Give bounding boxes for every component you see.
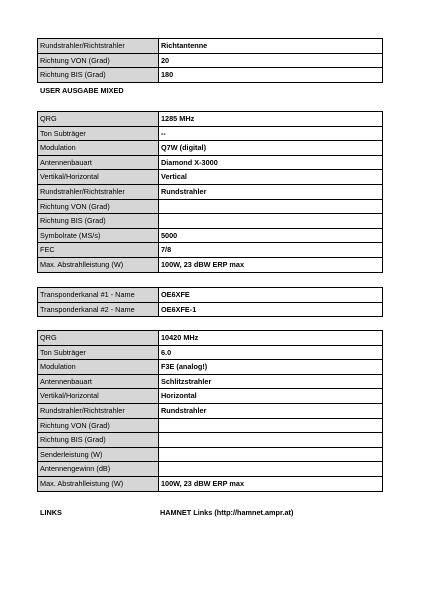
row-key: Antennengewinn (dB): [38, 462, 159, 477]
table-row: [38, 170, 383, 185]
row-key: Modulation: [38, 141, 159, 156]
table-row: [38, 374, 383, 389]
links-value: HAMNET Links (http://hamnet.ampr.at): [160, 508, 294, 517]
row-value: F3E (analog!): [159, 360, 383, 375]
row-key: Richtung VON (Grad): [38, 53, 159, 68]
row-key: Max. Abstrahlleistung (W): [38, 257, 159, 272]
table-qrg-1285: [37, 111, 383, 273]
table-row: [38, 302, 383, 317]
row-value: Richtantenne: [159, 39, 383, 54]
table-row: [38, 331, 383, 346]
row-value: [159, 462, 383, 477]
row-key: Richtung VON (Grad): [38, 199, 159, 214]
row-value: Rundstrahler: [159, 184, 383, 199]
table-antenna-direction: [37, 38, 383, 83]
row-value: [159, 433, 383, 448]
row-key: Richtung VON (Grad): [38, 418, 159, 433]
row-key: Modulation: [38, 360, 159, 375]
row-value: Horizontal: [159, 389, 383, 404]
row-value: 100W, 23 dBW ERP max: [159, 257, 383, 272]
row-key: Senderleistung (W): [38, 447, 159, 462]
table-row: [38, 462, 383, 477]
row-key: Ton Subträger: [38, 126, 159, 141]
row-key: Richtung BIS (Grad): [38, 68, 159, 83]
table-row: [38, 53, 383, 68]
row-key: Ton Subträger: [38, 345, 159, 360]
row-value: Vertical: [159, 170, 383, 185]
row-value: OE6XFE-1: [159, 302, 383, 317]
row-value: 100W, 23 dBW ERP max: [159, 476, 383, 491]
table-row: [38, 288, 383, 303]
table-qrg-10420: [37, 330, 383, 492]
row-key: QRG: [38, 112, 159, 127]
table-row: [38, 112, 383, 127]
table-row: [38, 199, 383, 214]
table-row: [38, 141, 383, 156]
row-key: Max. Abstrahlleistung (W): [38, 476, 159, 491]
table-transponder: [37, 287, 383, 317]
row-value: --: [159, 126, 383, 141]
row-value: 20: [159, 53, 383, 68]
table-row: [38, 228, 383, 243]
row-value: 1285 MHz: [159, 112, 383, 127]
row-key: Symbolrate (MS/s): [38, 228, 159, 243]
row-key: Vertikal/Horizontal: [38, 170, 159, 185]
row-key: Rundstrahler/Richtstrahler: [38, 184, 159, 199]
row-value: Schlitzstrahler: [159, 374, 383, 389]
table-row: [38, 433, 383, 448]
table-row: [38, 447, 383, 462]
table-row: [38, 257, 383, 272]
row-key: Antennenbauart: [38, 155, 159, 170]
row-value: Q7W (digital): [159, 141, 383, 156]
row-value: 6.0: [159, 345, 383, 360]
table-row: [38, 345, 383, 360]
table-row: [38, 126, 383, 141]
row-value: Rundstrahler: [159, 403, 383, 418]
row-key: Transponderkanal #1 - Name: [38, 288, 159, 303]
row-value: 180: [159, 68, 383, 83]
row-key: Rundstrahler/Richtstrahler: [38, 403, 159, 418]
table-row: [38, 360, 383, 375]
table-row: [38, 155, 383, 170]
table-row: [38, 389, 383, 404]
section-heading: USER AUSGABE MIXED: [40, 86, 124, 95]
row-key: Rundstrahler/Richtstrahler: [38, 39, 159, 54]
table-row: [38, 476, 383, 491]
table-row: [38, 214, 383, 229]
row-value: [159, 447, 383, 462]
row-key: Vertikal/Horizontal: [38, 389, 159, 404]
row-value: 5000: [159, 228, 383, 243]
row-value: Diamond X-3000: [159, 155, 383, 170]
row-key: Richtung BIS (Grad): [38, 214, 159, 229]
row-key: Antennenbauart: [38, 374, 159, 389]
table-row: [38, 68, 383, 83]
row-value: [159, 214, 383, 229]
table-row: [38, 403, 383, 418]
row-key: Richtung BIS (Grad): [38, 433, 159, 448]
table-row: [38, 418, 383, 433]
row-value: 10420 MHz: [159, 331, 383, 346]
table-row: [38, 184, 383, 199]
row-value: [159, 418, 383, 433]
table-row: [38, 39, 383, 54]
row-value: 7/8: [159, 243, 383, 258]
row-key: Transponderkanal #2 - Name: [38, 302, 159, 317]
row-value: [159, 199, 383, 214]
links-label: LINKS: [40, 508, 62, 517]
row-value: OE6XFE: [159, 288, 383, 303]
table-row: [38, 243, 383, 258]
row-key: FEC: [38, 243, 159, 258]
row-key: QRG: [38, 331, 159, 346]
